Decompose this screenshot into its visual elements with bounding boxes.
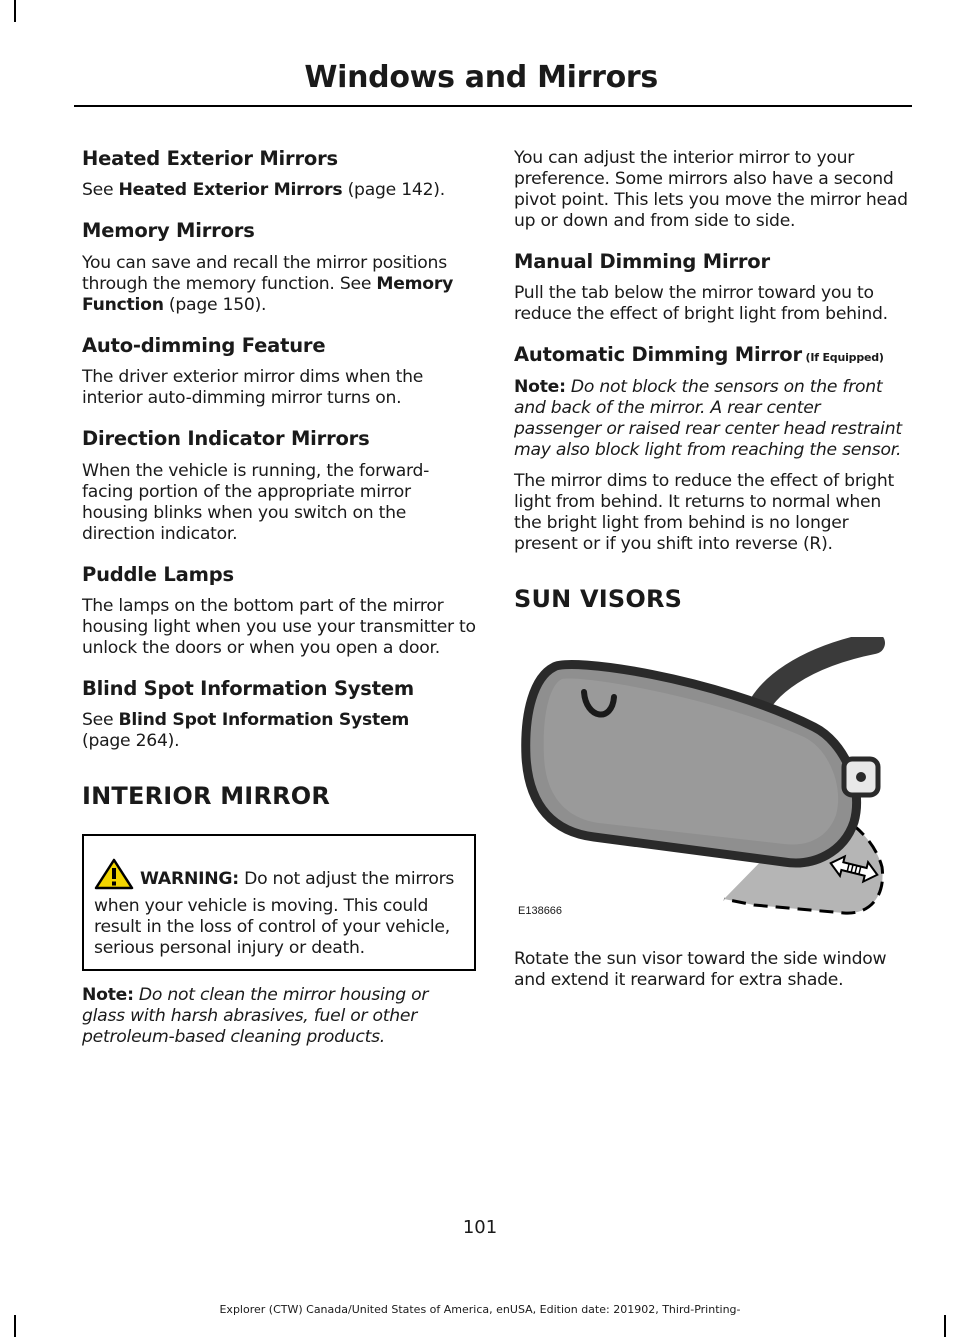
left-column	[82, 130, 476, 1058]
memory-mirrors-text	[82, 253, 476, 316]
crop-mark-bottom-right	[944, 1315, 946, 1337]
cleaning-note	[82, 985, 476, 1048]
automatic-dimming-title: Automatic Dimming Mirror	[514, 343, 802, 367]
auto-dimming-text: The driver exterior mirror dims when the interior auto-dimming mirror turns on.	[82, 367, 424, 409]
if-equipped-label: (If Equipped)	[801, 351, 884, 365]
automatic-dimming-heading	[514, 343, 908, 366]
automatic-dimming-note	[514, 377, 908, 461]
page-ref: (page 142).	[342, 180, 445, 201]
memory-body: You can save and recall the mirror positions through the memory function. See	[82, 252, 447, 294]
note-label: Note:	[82, 985, 134, 1006]
page-ref: (page 264).	[82, 731, 180, 752]
direction-indicator-heading: Direction Indicator Mirrors	[82, 427, 370, 451]
manual-dimming-heading: Manual Dimming Mirror	[514, 250, 770, 273]
warning-label: WARNING:	[140, 869, 239, 890]
warning-box	[82, 834, 476, 971]
blind-spot-text	[82, 710, 476, 752]
memory-function-link[interactable]: Memory Function	[82, 273, 454, 315]
warning-body: Do not adjust the mirrors when your vehicle is moving. This could result in the loss of control of your vehicle, serious personal injury or death.	[94, 869, 455, 959]
memory-mirrors-heading: Memory Mirrors	[82, 219, 255, 243]
page-header-title: Windows and Mirrors	[304, 60, 658, 95]
interior-mirror-heading: INTERIOR MIRROR	[82, 782, 331, 811]
warning-triangle-icon	[94, 858, 134, 896]
interior-mirror-intro: You can adjust the interior mirror to your preference. Some mirrors also have a second pivot point. This lets you move the mirror head up or down and from side to side.	[514, 148, 908, 231]
heated-mirrors-link[interactable]: Heated Exterior Mirrors	[118, 180, 343, 201]
automatic-dimming-text: The mirror dims to reduce the effect of bright light from behind. It returns to normal when the bright light from behind is no longer present or if you shift into reverse (R).	[514, 470, 894, 554]
warning-text	[94, 858, 466, 959]
manual-dimming-text: Pull the tab below the mirror toward you to reduce the effect of bright light from behind.	[514, 283, 888, 325]
blind-spot-link[interactable]: Blind Spot Information System	[118, 710, 410, 731]
direction-indicator-text: When the vehicle is running, the forward-facing portion of the appropriate mirror housing blinks when you switch on the direction indicator.	[82, 460, 430, 544]
sun-visor-illustration	[514, 637, 894, 927]
header-divider	[74, 105, 912, 107]
puddle-lamps-heading: Puddle Lamps	[82, 562, 234, 586]
text-see: See	[82, 180, 119, 201]
auto-dimming-heading: Auto-dimming Feature	[82, 333, 326, 357]
note-label: Note:	[514, 376, 566, 397]
figure-code: E138666	[518, 904, 563, 917]
sun-visor-text: Rotate the sun visor toward the side window and extend it rearward for extra shade.	[514, 948, 887, 990]
crop-mark-top-left	[14, 0, 16, 22]
footer-edition-text: Explorer (CTW) Canada/United States of America, enUSA, Edition date: 201902, Third-Printing-	[219, 1303, 741, 1316]
page-ref: (page 150).	[163, 294, 267, 315]
note-body: Do not clean the mirror housing or glass with harsh abrasives, fuel or other petroleum-based cleaning products.	[82, 985, 429, 1048]
puddle-lamps-text: The lamps on the bottom part of the mirror housing light when you use your transmitter to unlock the doors or when you open a door.	[82, 595, 476, 658]
sun-visor-drawing	[514, 637, 894, 927]
crop-mark-bottom-left	[14, 1315, 16, 1337]
text-see: See	[82, 710, 119, 731]
page-number: 101	[462, 1217, 498, 1238]
heated-mirrors-heading: Heated Exterior Mirrors	[82, 147, 338, 170]
blind-spot-heading: Blind Spot Information System	[82, 676, 414, 700]
heated-mirrors-text	[82, 180, 476, 201]
note-body: Do not block the sensors on the front and back of the mirror. A rear center passenger or raised rear center head restraint may also block light from reaching the sensor.	[514, 376, 902, 460]
sun-visors-heading: SUN VISORS	[514, 584, 683, 613]
right-column	[514, 148, 908, 1001]
